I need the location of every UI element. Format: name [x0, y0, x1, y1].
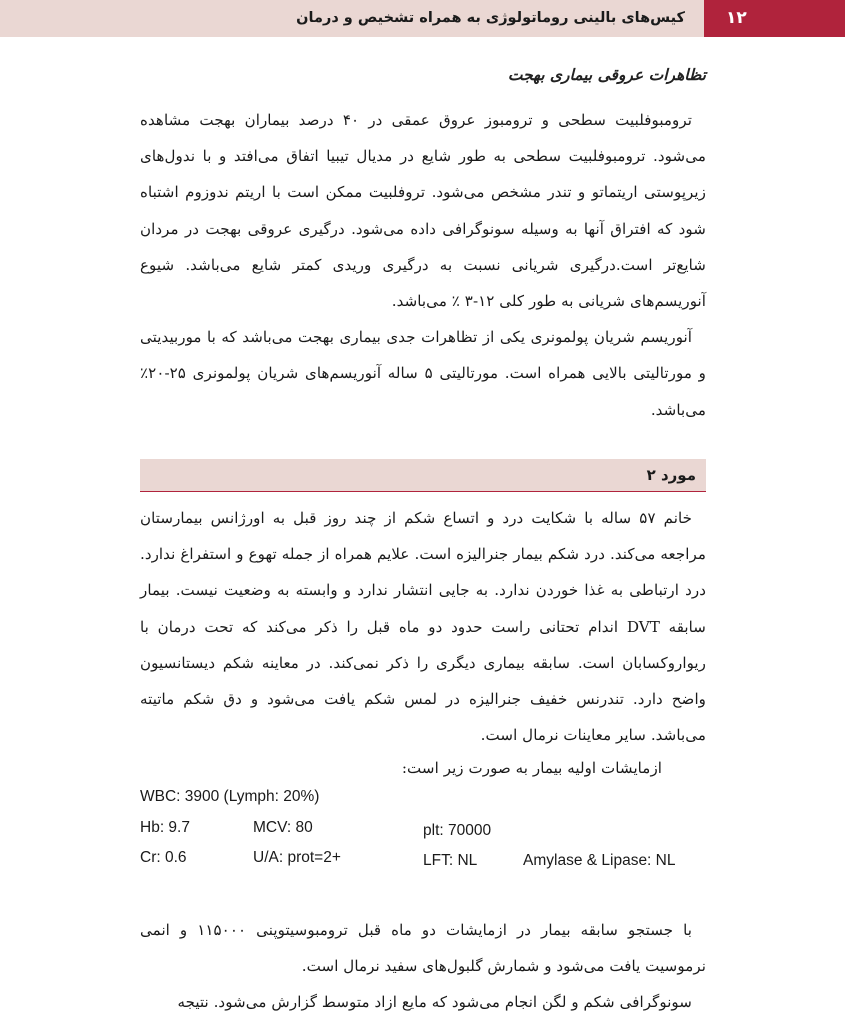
case-paragraph: سونوگرافی شکم و لگن انجام می‌شود که مایع ازاد متوسط گزارش می‌شود. نتیجه: [177, 993, 692, 1012]
case-paragraph: خانم ۵۷ ساله با شکایت درد و اتساع شکم از چند روز قبل به اورژانس بیمارستان مراجعه می‌کند. درد شکم بیمار جنرالیزه است. علایم همراه از جمله تهوع و استفراغ ندارد. درد ارتباطی به غذا خوردن ندارد. به جایی انتشار ندارد و وابسته به وضعیت نیست. بیمار سابقه DVT اندام تحتانی راست حدود دو ماه قبل را ذکر می‌کند که تحت درمان با ریواروکسابان است. سابقه بیماری دیگری را ذکر نمی‌کند. در معاینه شکم دیستانسیون واضح دارد. تندرنس خفیف جنرالیزه در لمس شکم یافت می‌شود و دق شکم ماتیته می‌باشد. سایر معاینات نرمال است.: [140, 509, 706, 745]
section-heading: تظاهرات عروقی بیماری بهجت: [507, 66, 706, 84]
lab-amylase-lipase: Amylase & Lipase: NL: [523, 852, 676, 869]
lab-wbc: WBC: 3900 (Lymph: 20%): [140, 788, 320, 805]
page-number-box: [704, 0, 845, 37]
case-paragraph: با جستجو سابقه بیمار در ازمایشات دو ماه قبل ترومبوسیتوپنی ۱۱۵۰۰۰ و انمی نرموسیت یافت می‌شود و شمارش گلبول‌های سفید نرمال است.: [140, 921, 706, 976]
lab-ua: U/A: prot=2+: [253, 849, 341, 866]
running-header: [0, 0, 845, 37]
lab-plt: plt: 70000: [423, 822, 492, 839]
labs-intro: ازمایشات اولیه بیمار به صورت زیر است:: [401, 759, 662, 778]
lab-cr: Cr: 0.6: [140, 849, 187, 866]
running-title: کیس‌های بالینی روماتولوژی به همراه تشخیص و درمان: [296, 10, 685, 26]
lab-lft: LFT: NL: [423, 852, 478, 869]
page-number: ۱۲: [726, 8, 747, 28]
body-paragraph: ترومبوفلبیت سطحی و ترومبوز عروق عمقی در ۴۰ درصد بیماران بهجت مشاهده می‌شود. ترومبوفلبیت سطحی به طور شایع در مدیال تیبیا اتفاق می‌افتد و با ندول‌های زیرپوستی اریتماتو و تندر مشخص می‌شود. تروفلبیت ممکن است با اریتم ندوزوم اشتباه شود که افتراق آنها به وسیله سونوگرافی داده می‌شود. درگیری عروقی بهجت در مردان شایع‌تر است.درگیری شریانی نسبت به درگیری وریدی کمتر شایع می‌باشد. شیوع آنوریسم‌های شریانی به طور کلی ۱۲-۳ ٪ می‌باشد.: [140, 111, 706, 311]
case-body-continued: [140, 912, 706, 1021]
lab-mcv: MCV: 80: [253, 819, 313, 836]
case-title: مورد ۲: [646, 466, 696, 484]
case-title-bar: [140, 459, 706, 492]
lab-hb: Hb: 9.7: [140, 819, 190, 836]
body-paragraph: آنوریسم شریان پولمونری یکی از تظاهرات جدی بیماری بهجت می‌باشد که با موربیدیتی و مورتالیتی بالایی همراه است. مورتالیتی ۵ ساله آنوریسم‌های شریان پولمونری ۲۵-۲۰٪ می‌باشد.: [140, 328, 707, 419]
section-body: [140, 102, 706, 428]
case-body: [140, 500, 706, 783]
